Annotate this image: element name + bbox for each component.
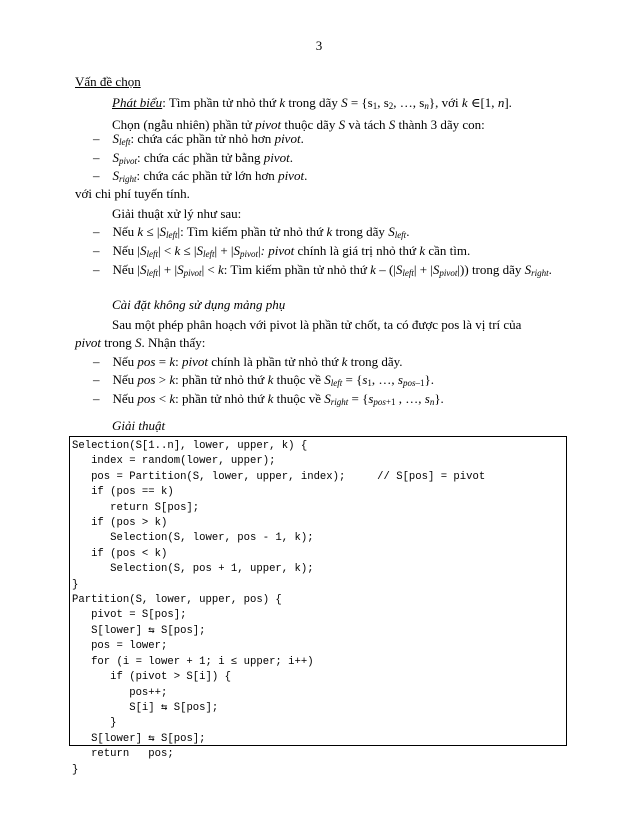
section-heading: Vấn đề chọn: [75, 74, 141, 89]
code-listing: Selection(S[1..n], lower, upper, k) { index = random(lower, upper); pos = Partition(S, lower, upper, index); // S[pos] = pivot if (pos == k) return S[pos]; if (pos > k) Selection(S, lower, pos - 1, k); if (pos < k) Selection(S, pos + 1, upper, k); } Partition(S, lower, upper, pos) { pivot = S[pos]; S[lower] ⇆ S[pos]; pos = lower; for (i = lower + 1; i ≤ upper; i++) if (pivot > S[i]) { pos++; S[i] ⇆ S[pos]; } S[lower] ⇆ S[pos]; return pos; }: [72, 440, 486, 776]
choose-line: Chọn (ngẫu nhiên) phần tử pivot thuộc dãy S và tách S thành 3 dãy con:: [112, 117, 485, 132]
page-number: 3: [315, 38, 323, 53]
statement-label: Phát biểu: [112, 95, 163, 110]
impl-para-2: pivot trong S. Nhận thấy:: [75, 335, 206, 350]
algo-heading: Giải thuật: [112, 418, 166, 433]
bullet-s-left: – $S_{left}$: chứa các phần tử nhỏ hơn pivot.: [93, 131, 304, 147]
impl-title: Cài đặt không sử dụng mảng phụ: [112, 297, 286, 312]
impl-bullet-2: – Nếu pos > k: phần tử nhỏ thứ k thuộc về $S_{left} = \{s_1$, …, $s_{pos-1}$}.: [93, 372, 434, 388]
case-3: – Nếu $|S_{left}| + |S_{pivot}| < k$: Tìm kiếm phần tử nhỏ thứ $k - (|S_{left}| + |S_{pivot}|)$) trong dãy $S_{right}$.: [93, 262, 552, 278]
impl-bullet-3: – Nếu pos < k: phần tử nhỏ thứ k thuộc về $S_{right} = \{s_{pos+1}$ , …, $s_n$}.: [93, 391, 444, 407]
code-block: [69, 436, 567, 776]
impl-para-1: Sau một phép phân hoạch với pivot là phần tử chốt, ta có được pos là vị trí của: [112, 317, 522, 332]
bullet-s-right: – $S_{right}$: chứa các phần tử lớn hơn pivot.: [93, 168, 308, 184]
case-1: – Nếu $k \le |S_{left}|$: Tìm kiếm phần tử nhỏ thứ k trong dãy $S_{left}$.: [93, 224, 410, 240]
impl-bullet-1: – Nếu pos = k: pivot chính là phần tử nhỏ thứ k trong dãy.: [93, 354, 403, 369]
bullet-s-pivot: – $S_{pivot}$: chứa các phần tử bằng pivot.: [93, 150, 293, 166]
problem-statement: Phát biểu: Tìm phần tử nhỏ thứ k trong dãy $S = \{s_1$, $s_2$, …, $s_n$}, với k ∈[1, n].: [112, 95, 512, 111]
linear-cost: với chi phí tuyến tính.: [75, 186, 190, 201]
algo-intro: Giải thuật xử lý như sau:: [112, 206, 242, 221]
case-2: – Nếu $|S_{left}| < k \le |S_{left}| + |S_{pivot}|$: pivot chính là giá trị nhỏ thứ k cần tìm.: [93, 243, 471, 259]
